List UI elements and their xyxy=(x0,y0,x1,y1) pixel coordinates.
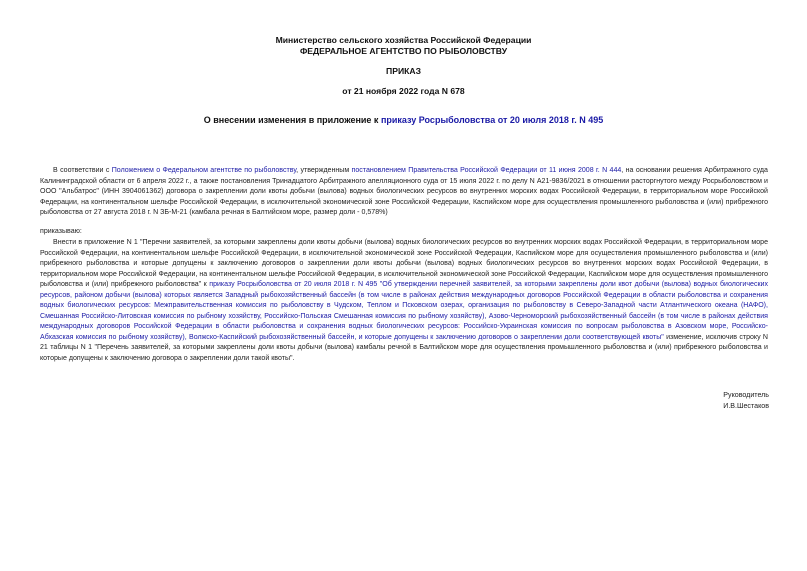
order-text-2: изменение, исключив строку N 21 таблицы N 1 "Перечень заявителей, за которыми закреплены доли квоты добычи (вылова) камбалы речной в Балтийском море для осуществления промышленного рыболовства и (или) прибрежного рыболовства и которые допущены к заключению договора о закреплении доли такой квоты". xyxy=(40,333,768,362)
agency-title: ФЕДЕРАЛЬНОЕ АГЕНТСТВО ПО РЫБОЛОВСТВУ xyxy=(299,46,508,56)
preamble-paragraph xyxy=(40,166,768,219)
preamble-text-3: , на основании решения Арбитражного суда Калининградской области от 6 апреля 2022 г., а также постановления Тринадцатого Арбитражного апелляционного суда от 15 июля 2022 г. по делу N А21-9836/2021 в отношении расторгнутого между Росрыболовством и ООО "Альбатрос" (ИНН 3904061362) договора о закреплении доли квоты добычи (вылова) водных биологических ресурсов во внутренних морских водах Российской Федерации, в территориальном море Российской Федерации, на континентальном шельфе Российской Федерации, в исключительной экономической зоне Российской Федерации, Каспийском море для осуществления промышленного рыболовства и (или) прибрежного рыболовства от 27 августа 2018 г. N ЗБ-М-21 (камбала речная в Балтийском море, размер доли - 0,578%) xyxy=(40,167,768,216)
order-495-link[interactable]: приказу Росрыболовства от 20 июля 2018 г. N 495 "Об утверждении перечней заявителей, за которыми закреплены доли квот добычи (вылова) водных биологических ресурсов, районом добычи (вылова) которых является Западный рыбохозяйственный бассейн (в том числе в районах действия международных договоров Российской Федерации в области рыболовства и сохранения водных биологических ресурсов: Межправительственная комиссия по рыболовству в Чудском, Теплом и Псковском озерах, организация по рыболовству в Северо-Западной части Атлантического океана (НАФО), Смешанная Российско-Литовская комиссия по рыбному хозяйству, Российско-Польская Смешанная комиссия по рыбному хозяйству), Азово-Черноморский рыбохозяйственный бассейн (в том числе в районах действия международных договоров Российской Федерации в области рыболовства и сохранения водных биологических ресурсов: Российско-Украинская комиссия по вопросам рыболовства в Азовском море, Российско-Абхазская комиссия по рыбному хозяйству), Волжско-Каспийский рыбохозяйственный бассейн, и которые допущены к заключению договоров о закреплении доли соответствующей квоты" xyxy=(40,281,769,341)
document-subject xyxy=(0,115,807,126)
government-decree-link[interactable]: постановлением Правительства Российской Федерации от 11 июня 2008 г. N 444 xyxy=(351,167,622,174)
document-date-number: от 21 ноября 2022 года N 678 xyxy=(342,86,465,96)
order-word: приказываю: xyxy=(40,228,82,235)
preamble-text-1: В соответствии с xyxy=(53,167,112,174)
signature-name: И.В.Шестаков xyxy=(723,402,769,410)
ministry-title: Министерство сельского хозяйства Российской Федерации xyxy=(275,35,532,45)
document-type: ПРИКАЗ xyxy=(386,66,421,76)
preamble-text-2: , утвержденным xyxy=(296,167,352,174)
subject-text: О внесении изменения в приложение к xyxy=(203,115,381,125)
signature-title: Руководитель xyxy=(723,391,769,399)
order-paragraph xyxy=(40,238,768,364)
subject-link[interactable]: приказу Росрыболовства от 20 июля 2018 г. N 495 xyxy=(380,115,604,125)
order-text-1: Внести в приложение N 1 "Перечни заявителей, за которыми закреплены доли квоты добычи (вылова) водных биологических ресурсов во внутренних морских водах Российской Федерации, в территориальном море Российской Федерации, на континентальном шельфе Российской Федерации, в исключительной экономической зоне Российской Федерации, Каспийском море для осуществления промышленного рыболовства и (или) прибрежного рыболовства и которые допущены к заключению договоров о закреплении доли квоты добычи (вылова) водных биологических ресурсов во внутренних морских водах Российской Федерации, в территориальном море Российской Федерации, на континентальном шельфе Российской Федерации, в исключительной экономической зоне Российской Федерации, Каспийском море для осуществления промышленного рыболовства и (или) прибрежного рыболовства" к xyxy=(40,239,768,288)
regulation-link[interactable]: Положением о Федеральном агентстве по рыболовству xyxy=(111,167,297,174)
